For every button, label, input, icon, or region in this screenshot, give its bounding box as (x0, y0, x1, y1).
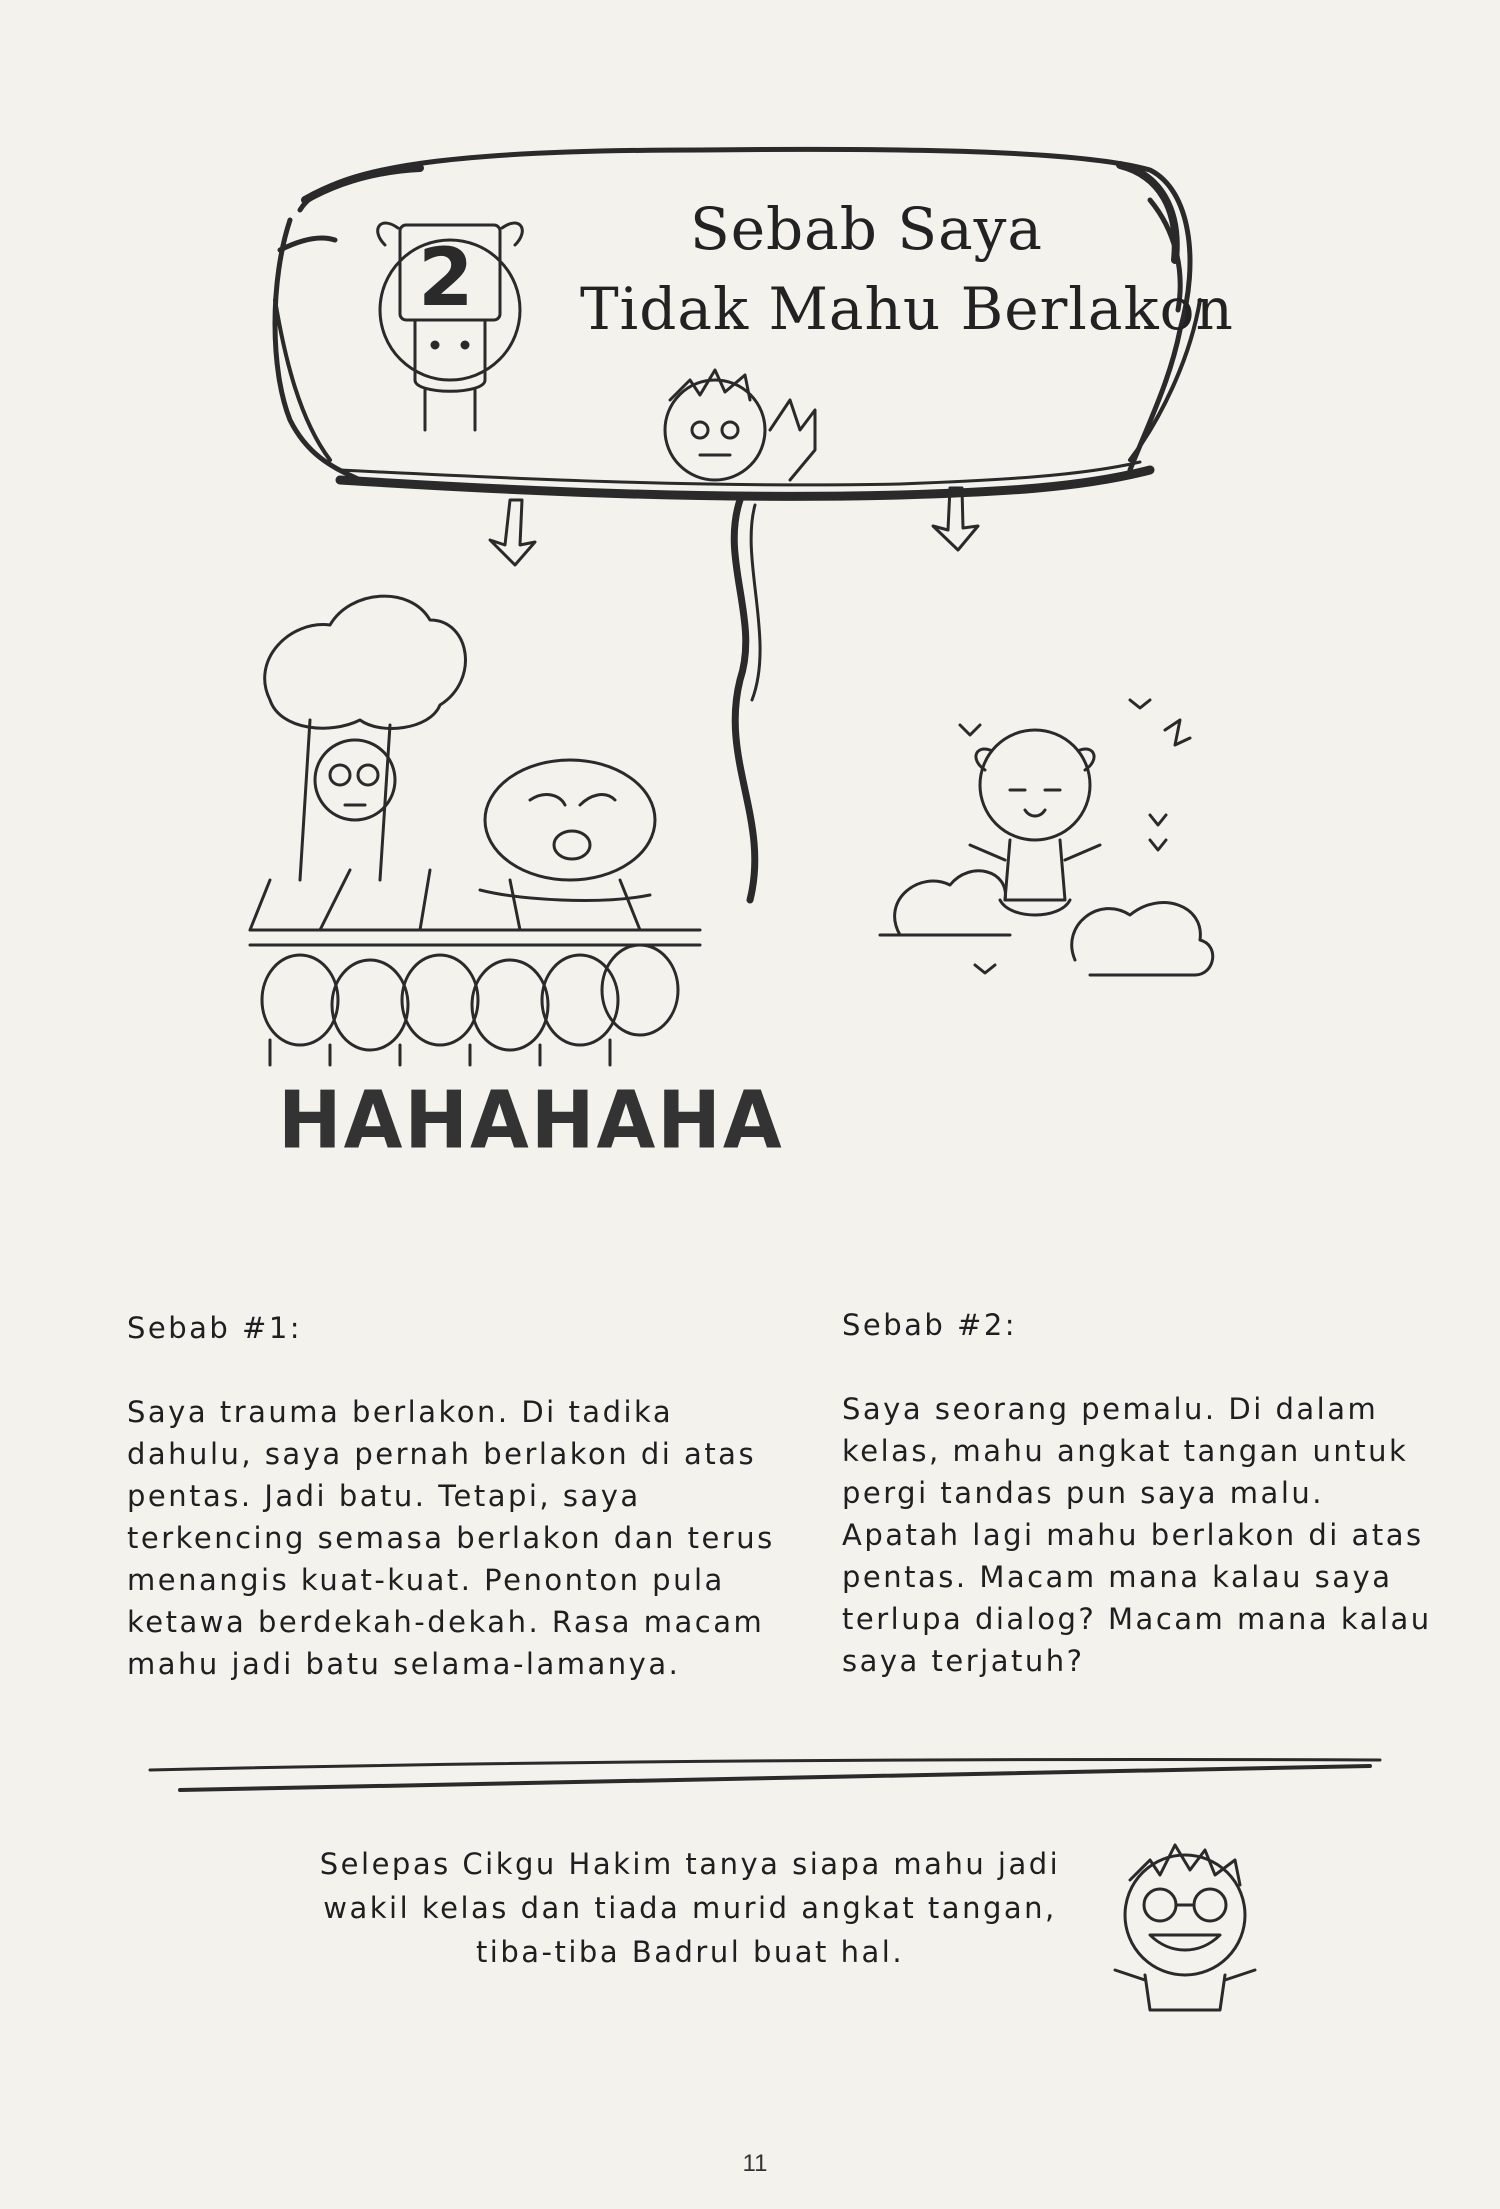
meditating-character-icon (880, 700, 1213, 975)
reason-2-heading: Sebab #2: (842, 1308, 1018, 1342)
grumpy-character-icon (665, 370, 815, 480)
laughter-caption: HAHAHAHA (278, 1072, 784, 1167)
reason-1 (127, 1265, 807, 1685)
title-line-1: Sebab Saya (690, 195, 1043, 263)
page-number: 11 (742, 2150, 768, 2177)
stage-scene-icon (250, 596, 700, 945)
badge-number: 2 (418, 231, 474, 324)
footer-note: Selepas Cikgu Hakim tanya siapa mahu jadi wakil kelas dan tiada murid angkat tangan, tiba-tiba Badrul buat hal. (319, 1847, 1061, 1969)
reason-2-body: Saya seorang pemalu. Di dalam kelas, mahu angkat tangan untuk pergi tandas pun saya malu. Apatah lagi mahu berlakon di atas pentas. Macam mana kalau saya terlupa dialog? Macam mana kalau saya terjatuh? (842, 1392, 1432, 1678)
audience-icon (262, 945, 678, 1065)
reason-1-body: Saya trauma berlakon. Di tadika dahulu, saya pernah berlakon di atas pentas. Jadi batu. Tetapi, saya terkencing semasa berlakon dan terus menangis kuat-kuat. Penonton pula ketawa berdekah-dekah. Rasa macam mahu jadi batu selama-lamanya. (127, 1395, 775, 1681)
reason-2 (842, 1262, 1442, 1682)
title-line-2: Tidak Mahu Berlakon (580, 275, 1234, 343)
grinning-character-icon (1115, 1845, 1255, 2010)
reason-1-heading: Sebab #1: (127, 1311, 303, 1345)
